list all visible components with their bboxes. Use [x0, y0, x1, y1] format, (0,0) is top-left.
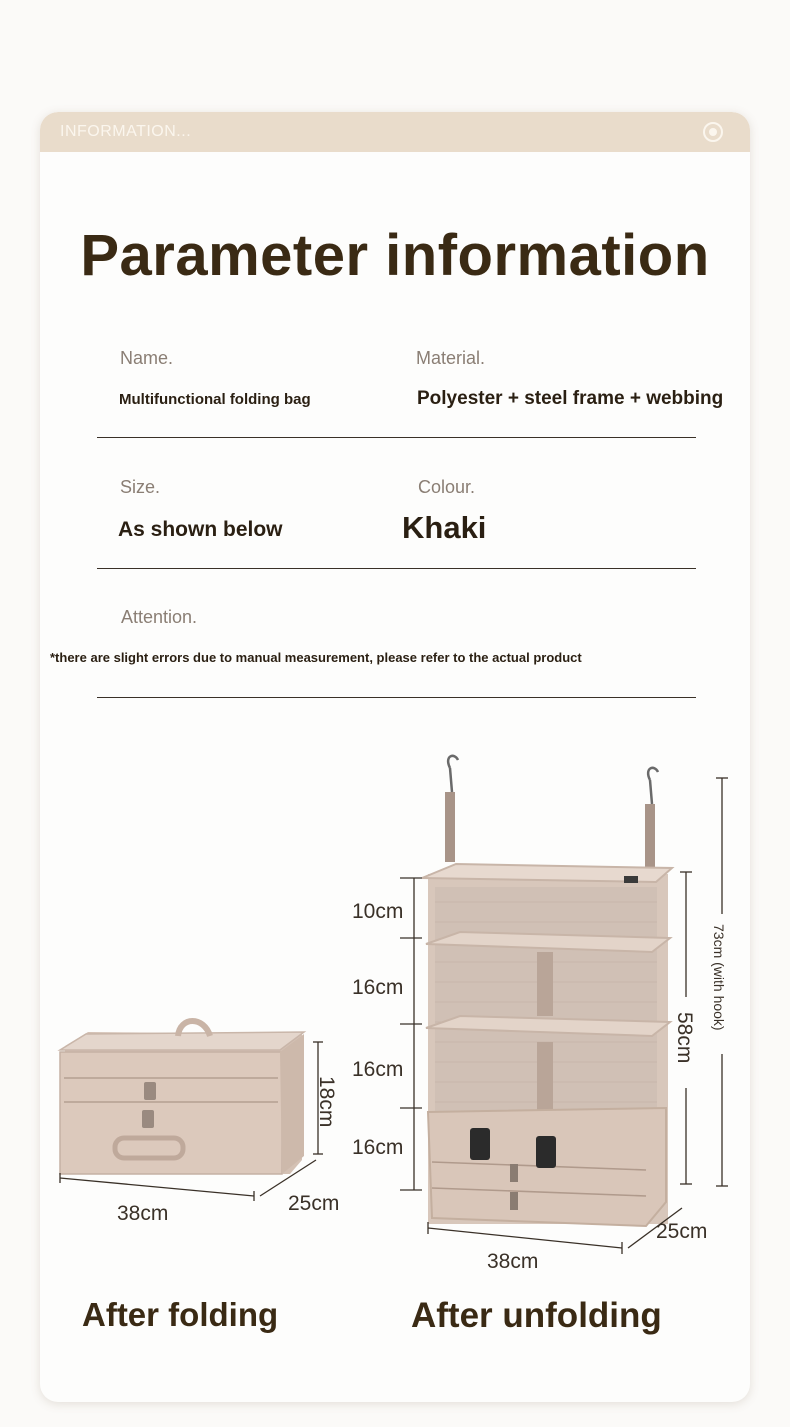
shelf-3-height-label: 16cm — [352, 1058, 404, 1081]
unfolded-depth-label: 25cm — [656, 1220, 708, 1243]
after-unfolding-caption: After unfolding — [411, 1296, 662, 1335]
name-label: Name. — [120, 348, 174, 368]
name-value: Multifunctional folding bag — [119, 391, 311, 408]
shelf-4-height-label: 16cm — [352, 1136, 404, 1159]
colour-value: Khaki — [402, 510, 487, 545]
size-value: As shown below — [118, 518, 283, 541]
info-banner — [40, 112, 750, 152]
unfolded-organizer-image — [422, 756, 672, 1226]
divider — [97, 697, 696, 698]
folded-width-label: 38cm — [117, 1202, 169, 1225]
attention-note: *there are slight errors due to manual measurement, please refer to the actual product — [50, 650, 582, 665]
info-card — [40, 112, 750, 1402]
product-illustration — [40, 752, 750, 1312]
divider — [97, 437, 696, 438]
banner-label: INFORMATION... — [60, 123, 192, 140]
folded-height-label: 18cm — [315, 1076, 338, 1128]
material-value: Polyester + steel frame + webbing — [417, 388, 724, 409]
after-folding-caption: After folding — [82, 1296, 279, 1333]
body-height-label: 58cm — [673, 1012, 696, 1064]
material-label: Material. — [416, 348, 486, 368]
folded-bag-image — [60, 1021, 304, 1174]
colour-label: Colour. — [418, 477, 476, 497]
size-label: Size. — [120, 477, 161, 497]
total-height-label: 73cm (with hook) — [711, 924, 727, 1031]
unfolded-width-label: 38cm — [487, 1250, 539, 1273]
target-circle-icon — [702, 121, 724, 143]
page-title: Parameter information — [80, 223, 710, 288]
shelf-2-height-label: 16cm — [352, 976, 404, 999]
folded-depth-label: 25cm — [288, 1192, 340, 1215]
shelf-1-height-label: 10cm — [352, 900, 404, 923]
attention-label: Attention. — [121, 607, 198, 627]
divider — [97, 568, 696, 569]
